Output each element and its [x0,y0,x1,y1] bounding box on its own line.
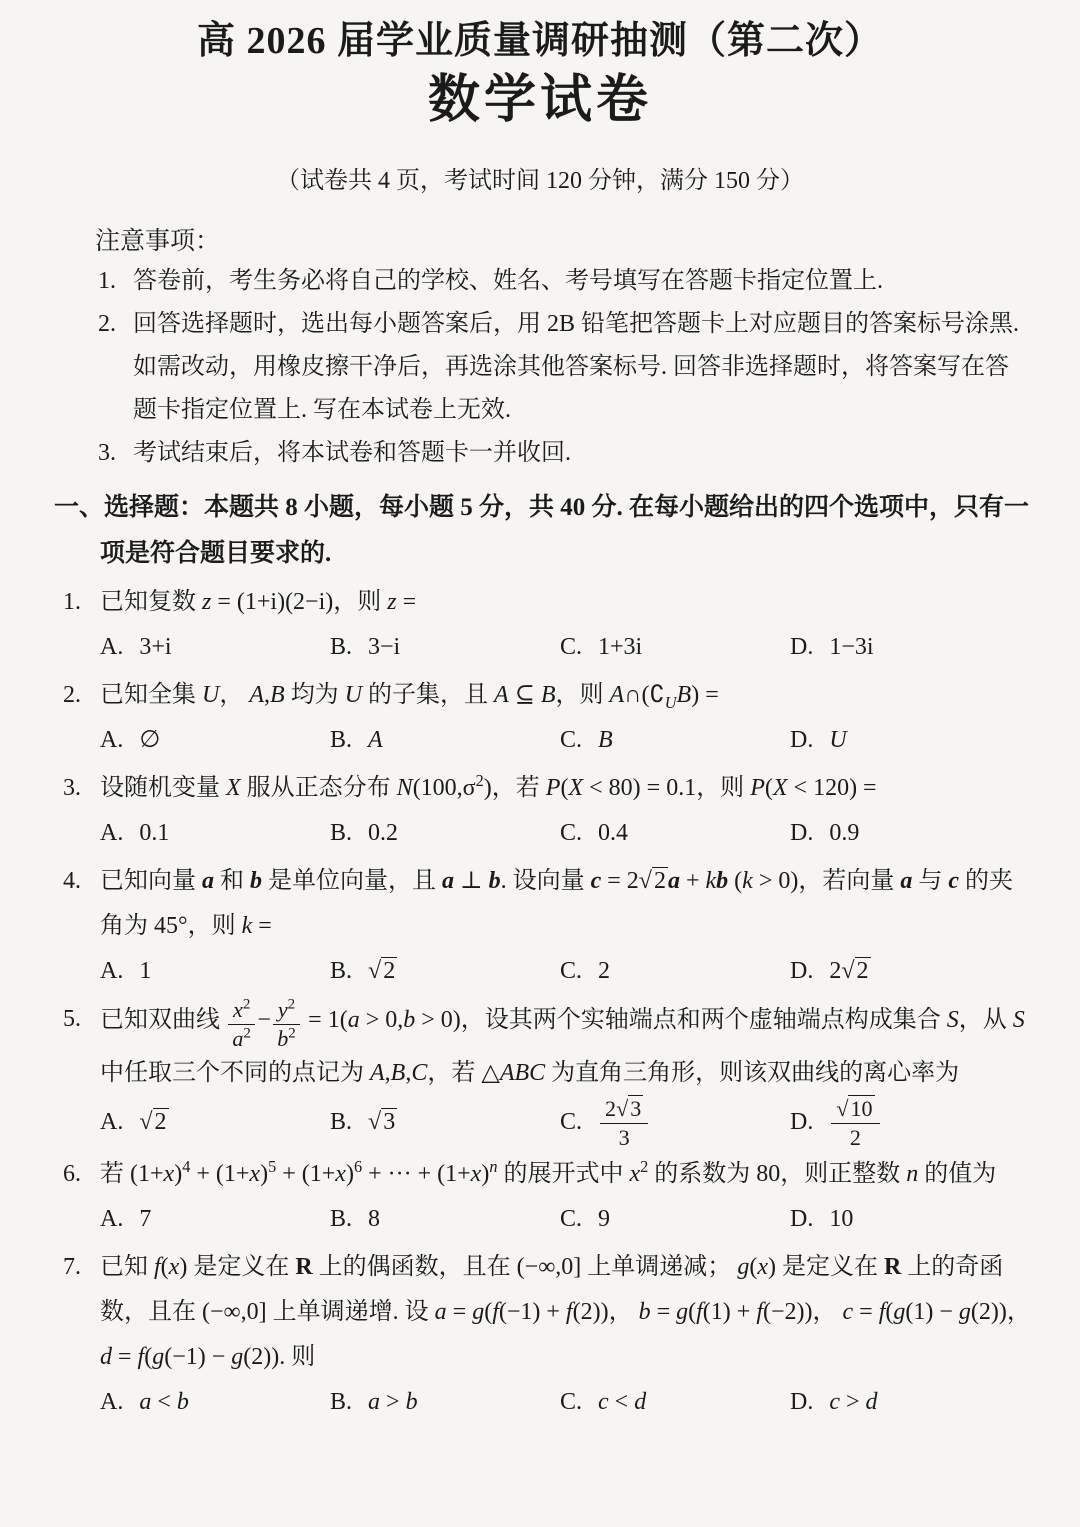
question-1-option-b [330,625,560,670]
question-3-stem: 设随机变量 X 服从正态分布 $N(100,\sigma^2)$，若 P(X < 80) = 0.1，则 P(X < 120) = [100,771,877,801]
option-value: 9 [598,1206,611,1233]
option-label: C. [560,958,583,984]
option-value: 0.2 [368,820,399,846]
option-value: √2 [139,1109,167,1136]
question-6-stem: 若 $(1+x)^4 + (1+x)^5 + (1+x)^6$ + ··· + $(1+x)^n$ 的展开式中 $x^2$ 的系数为 80，则正整数 n 的值为 [100,1157,997,1188]
question-2-option-a [100,718,330,763]
question-4-number: 4. [63,868,81,894]
exam-title: 高 2026 届学业质量调研抽测（第二次） [196,20,883,62]
option-value: 1+3i [598,634,643,660]
question-1-number: 1. [63,589,81,615]
option-value: 3−i [368,634,401,660]
question-7-stem: 已知 f(x) 是定义在 R 上的偶函数，且在 (−∞,0] 上单调递减； g(x) 是定义在 R 上的奇函数，且在 (−∞,0] 上单调递增. 设 a = g(f(−1) + f(2))， b = g(f(1) + f(−2))， c = f(g(1) − g(2))， d = f(g(−1) − g(2)). 则 [100,1254,1031,1371]
question-7-option-c [560,1380,790,1425]
question-6-option-a [100,1197,330,1242]
option-value: 2√2 [829,958,869,984]
question-7-option-b [330,1380,560,1425]
question-6 [0,1152,1080,1242]
note-number: 3. [98,440,116,466]
option-label: A. [100,634,124,660]
question-6-option-b [330,1197,560,1242]
question-4-option-d [790,949,1032,994]
note-item-2 [0,303,1080,432]
option-value: U [829,727,847,753]
question-4-stem: 已知向量 a 和 b 是单位向量，且 a ⊥ b. 设向量 c = 2√2a + kb (k > 0)，若向量 a 与 c 的夹角为 45°，则 k = [100,868,1013,939]
question-4-options [100,949,1032,994]
exam-subject-title: 数学试卷 [427,72,652,129]
option-label: C. [560,634,583,660]
option-label: D. [790,634,814,660]
option-label: B. [330,727,353,753]
question-7-number: 7. [63,1254,81,1281]
option-label: D. [790,1109,814,1136]
question-4-option-c [560,949,790,994]
option-value: c < d [598,1389,647,1416]
question-6-option-d [790,1197,1032,1242]
option-label: C. [560,820,583,846]
option-value: B [598,727,613,753]
question-6-number: 6. [63,1161,81,1188]
option-label: D. [790,727,814,753]
option-value: c > d [829,1389,878,1416]
option-label: B. [330,1109,353,1136]
option-label: D. [790,1389,814,1416]
option-value: $\frac{√10}{2}$ [829,1096,881,1150]
note-text: 答卷前，考生务必将自己的学校、姓名、考号填写在答题卡指定位置上. [133,268,883,294]
question-3-option-c [560,811,790,856]
question-5-stem: 已知双曲线 $\frac{x^2}{a^2}$ − $\frac{y^2}{b^2}$ = 1(a > 0,b > 0)，设其两个实轴端点和两个虚轴端点构成集合 S，从 S 中任取三个不同的点记为 A,B,C，若 △ABC 为直角三角形，则该双曲线的离心率为 [100,996,1025,1086]
question-3-option-b [330,811,560,856]
note-number: 2. [98,311,116,337]
note-text: 回答选择题时，选出每小题答案后，用 2B 铅笔把答题卡上对应题目的答案标号涂黑. 如需改动，用橡皮擦干净后，再选涂其他答案标号. 回答非选择题时，将答案写在答题卡指定位置上. 写在本试卷上无效. [133,311,1020,423]
option-label: D. [790,958,814,984]
question-2-option-b [330,718,560,763]
question-2-options [100,718,1032,763]
question-6-option-c [560,1197,790,1242]
option-label: A. [100,958,124,984]
option-label: A. [100,1206,124,1233]
question-1 [0,580,1080,670]
question-3-option-d [790,811,1032,856]
question-1-stem: 已知复数 z = (1+i)(2−i)，则 z = [100,589,417,615]
question-5 [0,997,1080,1149]
question-7-options [100,1380,1032,1425]
option-label: C. [560,1389,583,1416]
option-label: B. [330,958,353,984]
option-value: a > b [368,1389,418,1416]
question-7-option-a [100,1380,330,1425]
question-1-option-c [560,625,790,670]
option-value: 3+i [139,634,172,660]
note-item-1 [0,260,1080,303]
question-4 [0,859,1080,994]
question-7 [0,1245,1080,1425]
option-label: B. [330,634,353,660]
option-label: A. [100,820,124,846]
question-4-option-a [100,949,330,994]
note-number: 1. [98,268,116,294]
note-item-3 [0,432,1080,475]
question-1-option-a [100,625,330,670]
option-value: 10 [829,1206,854,1233]
question-3 [0,766,1080,856]
option-label: B. [330,1389,353,1416]
option-value: 1 [139,958,152,984]
note-text: 考试结束后，将本试卷和答题卡一并收回. [133,440,571,466]
question-3-number: 3. [63,775,81,801]
option-value: $\frac{2√3}{3}$ [598,1096,650,1150]
question-2-stem: 已知全集 U， A,B 均为 U 的子集，且 A ⊆ B，则 $A\cap(∁_UB)$ = [100,682,719,712]
option-value: ∅ [139,727,161,753]
notes-heading: 注意事项： [95,228,221,255]
question-2 [0,673,1080,763]
option-value: a < b [139,1389,189,1416]
question-5-number: 5. [63,1006,81,1032]
option-label: D. [790,1206,814,1233]
question-4-option-b [330,949,560,994]
question-1-option-d [790,625,1032,670]
question-7-option-d [790,1380,1032,1425]
question-1-options [100,625,1032,670]
question-3-options [100,811,1032,856]
question-6-options [100,1197,1032,1242]
question-2-option-d [790,718,1032,763]
option-value: 8 [368,1206,381,1233]
question-2-number: 2. [63,682,81,708]
option-label: D. [790,820,814,846]
option-value: 1−3i [829,634,874,660]
option-label: B. [330,1206,353,1233]
exam-info-line: （试卷共 4 页，考试时间 120 分钟，满分 150 分） [276,168,804,194]
question-5-option-a [100,1100,330,1145]
question-2-option-c [560,718,790,763]
option-label: C. [560,727,583,753]
option-value: √2 [368,958,396,984]
option-label: C. [560,1206,583,1233]
option-label: A. [100,1389,124,1416]
option-value: 0.9 [829,820,860,846]
question-5-option-b [330,1100,560,1145]
option-value: 7 [139,1206,152,1233]
question-3-option-a [100,811,330,856]
option-value: 0.1 [139,820,170,846]
option-value: A [368,727,383,753]
option-value: 0.4 [598,820,629,846]
question-5-options [100,1096,1032,1150]
question-5-option-d [790,1096,1032,1150]
option-value: √3 [368,1109,396,1136]
option-label: A. [100,1109,124,1136]
option-label: B. [330,820,353,846]
option-label: C. [560,1109,583,1136]
section-1-heading: 一、选择题：本题共 8 小题，每小题 5 分，共 40 分. 在每小题给出的四个选项中，只有一项是符合题目要求的. [54,494,1030,567]
option-value: 2 [598,958,611,984]
question-5-option-c [560,1096,790,1150]
option-label: A. [100,727,124,753]
